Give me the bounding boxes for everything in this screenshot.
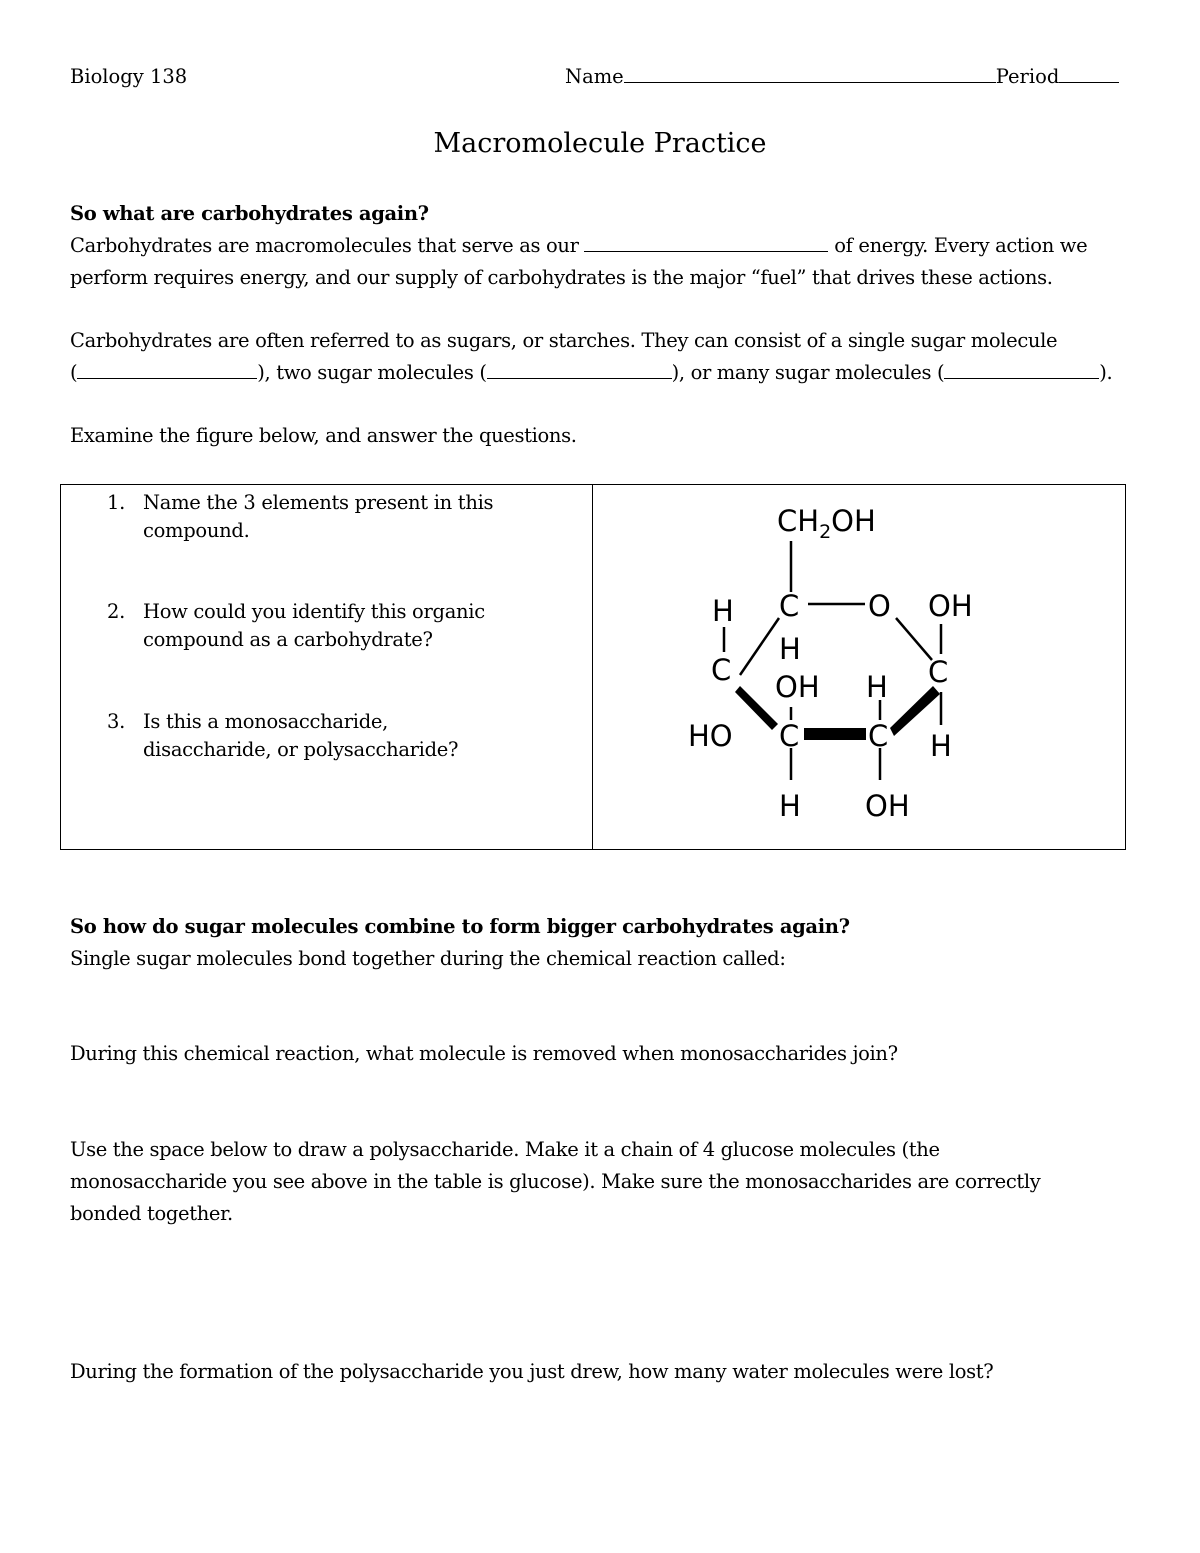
ch2oh-tail: OH (831, 504, 876, 538)
question-text-line: Name the 3 elements present in this (143, 491, 494, 514)
atom-c: C (779, 589, 800, 623)
atom-c: C (928, 655, 949, 689)
name-blank[interactable] (624, 64, 996, 83)
water-removed-question: During this chemical reaction, what molecule is removed when monosaccharides join? (70, 1042, 898, 1065)
combine-section (70, 911, 1130, 975)
combine-text: Single sugar molecules bond together during the chemical reaction called: (70, 947, 786, 970)
disaccharide-blank[interactable] (487, 360, 672, 379)
question-item (107, 489, 543, 545)
draw-instruction-line: monosaccharide you see above in the table is glucose). Make sure the monosaccharides are correctly (70, 1170, 1041, 1193)
atom-h: H (779, 789, 801, 823)
figure-instruction: Examine the figure below, and answer the questions. (70, 424, 577, 447)
draw-instruction-line: Use the space below to draw a polysaccharide. Make it a chain of 4 glucose molecules (the (70, 1138, 940, 1161)
question-number: 2. (107, 600, 126, 623)
question-text-line: How could you identify this organic (143, 600, 485, 623)
atom-oh: OH (865, 789, 910, 823)
ch2oh-subscript: 2 (819, 521, 832, 543)
draw-instruction (70, 1134, 1130, 1230)
water-lost-question: During the formation of the polysaccharide you just drew, how many water molecules were lost? (70, 1360, 994, 1383)
questions-cell (61, 485, 593, 850)
atom-c: C (711, 653, 732, 687)
sugars-line-1: Carbohydrates are often referred to as sugars, or starches. They can consist of a single sugar molecule (70, 329, 1058, 352)
carb-text-b: of energy. Every action we (834, 234, 1088, 257)
monosaccharide-blank[interactable] (77, 360, 257, 379)
wedge-bond-left (735, 686, 778, 730)
two-sugar-text: ), two sugar molecules ( (257, 361, 487, 384)
atom-h: H (712, 594, 734, 628)
atom-ho: HO (688, 719, 733, 753)
carbohydrates-heading: So what are carbohydrates again? (70, 202, 429, 225)
bond-line (740, 618, 779, 675)
question-text-line: Is this a monosaccharide, (143, 710, 389, 733)
name-period-line (565, 61, 1119, 93)
polysaccharide-blank[interactable] (944, 360, 1099, 379)
question-number: 3. (107, 710, 126, 733)
paren-open: ( (70, 361, 78, 384)
glucose-figure-cell (593, 485, 1126, 850)
atom-oh: OH (928, 589, 973, 623)
atom-h: H (779, 632, 801, 666)
atom-c: C (868, 719, 889, 753)
carbohydrates-line-1 (70, 230, 1130, 262)
ch2oh-label: CH (777, 504, 820, 538)
svg-text:CH2OH (777, 504, 876, 543)
question-item (107, 708, 543, 764)
question-number: 1. (107, 491, 126, 514)
atom-oh: OH (775, 670, 820, 704)
many-sugar-text: ), or many sugar molecules ( (671, 361, 945, 384)
atom-h: H (866, 670, 888, 704)
combine-heading: So how do sugar molecules combine to form bigger carbohydrates again? (70, 915, 850, 938)
page-title: Macromolecule Practice (433, 128, 767, 159)
atom-c: C (779, 719, 800, 753)
question-text-line: compound as a carbohydrate? (143, 628, 433, 651)
draw-instruction-line: bonded together. (70, 1202, 233, 1225)
sugars-section (70, 325, 1130, 389)
atom-h: H (930, 729, 952, 763)
paren-close: ). (1099, 361, 1113, 384)
period-label: Period (995, 65, 1060, 88)
atom-o: O (868, 589, 891, 623)
energy-blank[interactable] (584, 233, 828, 252)
wedge-bond-bottom (804, 728, 866, 740)
carbohydrates-section (70, 198, 1130, 294)
bond-line (896, 618, 932, 660)
question-text-line: compound. (143, 519, 250, 542)
carb-text-a: Carbohydrates are macromolecules that serve as our (70, 234, 579, 257)
question-item (107, 598, 543, 654)
glucose-structure (593, 485, 1125, 849)
name-label: Name (565, 65, 624, 88)
figure-table (60, 484, 1126, 850)
carbohydrates-line-2: perform requires energy, and our supply of carbohydrates is the major “fuel” that drives these actions. (70, 266, 1053, 289)
glucose-bonds (724, 541, 941, 780)
sugars-line-2 (70, 357, 1130, 389)
question-text-line: disaccharide, or polysaccharide? (143, 738, 459, 761)
period-blank[interactable] (1059, 64, 1119, 83)
course-label: Biology 138 (70, 65, 188, 88)
